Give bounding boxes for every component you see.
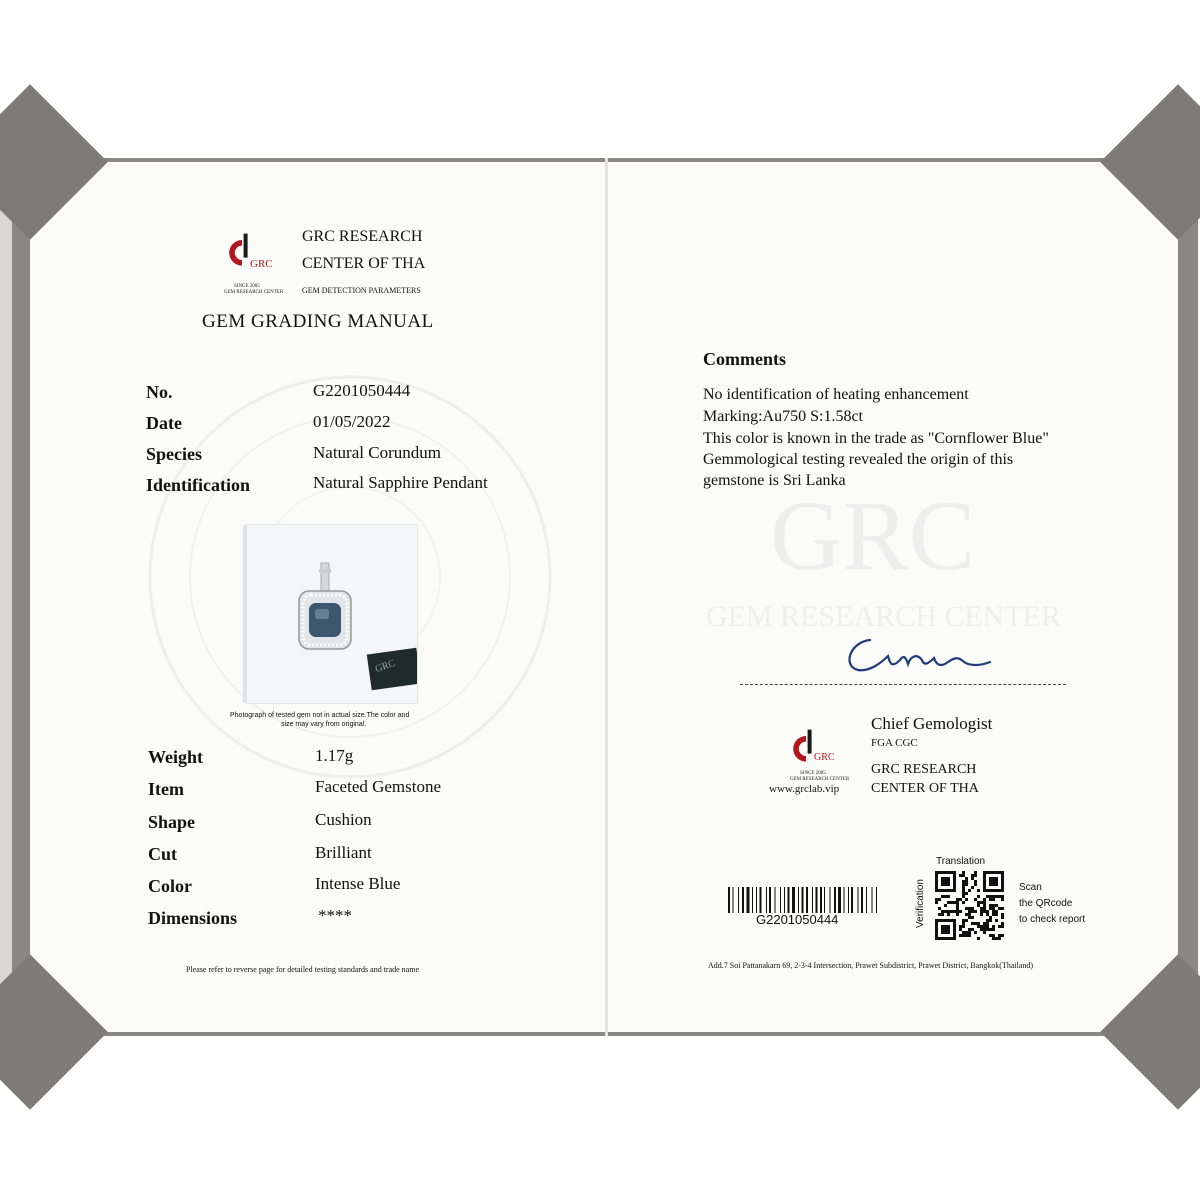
grc-logo: [226, 232, 282, 298]
corner-pocket: [0, 954, 108, 1110]
corner-pocket: [0, 84, 108, 240]
comment-line: No identification of heating enhancement: [703, 386, 969, 403]
field-label: Identification: [146, 475, 251, 495]
address: Add.7 Soi Pattanakarn 69, 2-3-4 Intersection, Prawet Subdistrict, Prawet District, Bangkok(Thailand): [708, 961, 1034, 970]
logo-text: GRC: [250, 258, 273, 270]
barcode: [728, 887, 880, 913]
field-value: Cushion: [315, 810, 372, 829]
website-link[interactable]: www.grclab.vip: [769, 783, 840, 795]
grc-logo: [790, 728, 850, 786]
logo-center-name: GEM RESEARCH CENTER: [790, 777, 850, 782]
qr-side-label: Verification: [914, 879, 926, 928]
scan-instruction: the QRcode: [1019, 898, 1073, 909]
org-name-line1: GRC RESEARCH: [302, 228, 423, 245]
hologram-label: GRC: [373, 657, 397, 676]
field-value: Natural Corundum: [313, 443, 441, 462]
comment-line: This color is known in the trade as "Cornflower Blue": [703, 430, 1049, 447]
logo-text: GRC: [814, 752, 835, 763]
comment-line: gemstone is Sri Lanka: [703, 472, 846, 489]
field-value: ****: [318, 906, 352, 925]
field-value: Faceted Gemstone: [315, 777, 442, 796]
field-label: Shape: [148, 812, 196, 832]
field-label: No.: [146, 382, 173, 402]
field-value: Intense Blue: [315, 874, 401, 893]
field-value: Natural Sapphire Pendant: [313, 473, 488, 492]
org-name-line2: CENTER OF THA: [871, 781, 979, 796]
field-label: Dimensions: [148, 908, 238, 928]
signature-line: [740, 684, 1066, 685]
org-name-line1: GRC RESEARCH: [871, 762, 977, 777]
comment-line: Gemmological testing revealed the origin of this: [703, 451, 1014, 468]
watermark-text: GEM RESEARCH CENTER: [706, 600, 1062, 633]
org-name-line2: CENTER OF THA: [302, 255, 426, 272]
field-label: Item: [148, 779, 184, 799]
signer-title: Chief Gemologist: [871, 714, 993, 733]
document-title: GEM GRADING MANUAL: [202, 311, 434, 332]
left-footer-note: Please refer to reverse page for detailed testing standards and trade name: [186, 965, 420, 974]
field-value: Brilliant: [315, 843, 372, 862]
field-value: 1.17g: [315, 746, 354, 765]
comments-heading: Comments: [703, 349, 786, 369]
field-label: Date: [146, 413, 182, 433]
photo-caption: Photograph of tested gem not in actual size.The color and: [230, 712, 410, 719]
logo-center-name: GEM RESEARCH CENTER: [224, 290, 284, 295]
barcode-number: G2201050444: [756, 912, 839, 927]
center-fold: [605, 158, 608, 1036]
scan-instruction: Scan: [1019, 882, 1042, 893]
sapphire-pendant-icon: [247, 525, 417, 703]
gem-photograph: [246, 524, 418, 704]
field-label: Weight: [148, 747, 204, 767]
logo-since: SINCE 2005: [234, 284, 260, 289]
signature-text: [1060, 640, 1063, 641]
corner-pocket: [1100, 954, 1200, 1110]
logo-since: SINCE 2005: [800, 771, 826, 776]
qr-top-label: Translation: [936, 856, 986, 867]
signer-credentials: FGA CGC: [871, 737, 918, 749]
signature-icon: [830, 622, 1000, 682]
org-name-line3: GEM DETECTION PARAMETERS: [302, 286, 421, 295]
scan-instruction: to check report: [1019, 914, 1086, 925]
corner-pocket: [1100, 84, 1200, 240]
comment-line: Marking:Au750 S:1.58ct: [703, 408, 863, 425]
watermark-text: GRC: [770, 480, 976, 591]
right-page: [608, 162, 1178, 1032]
field-value: 01/05/2022: [313, 412, 391, 431]
photo-caption: size may vary from original.: [281, 721, 367, 728]
field-label: Species: [146, 444, 202, 464]
qr-code[interactable]: [935, 871, 1007, 941]
field-label: Cut: [148, 844, 178, 864]
folder-edge: [0, 158, 12, 1036]
field-value: G2201050444: [313, 381, 411, 400]
field-label: Color: [148, 876, 192, 896]
